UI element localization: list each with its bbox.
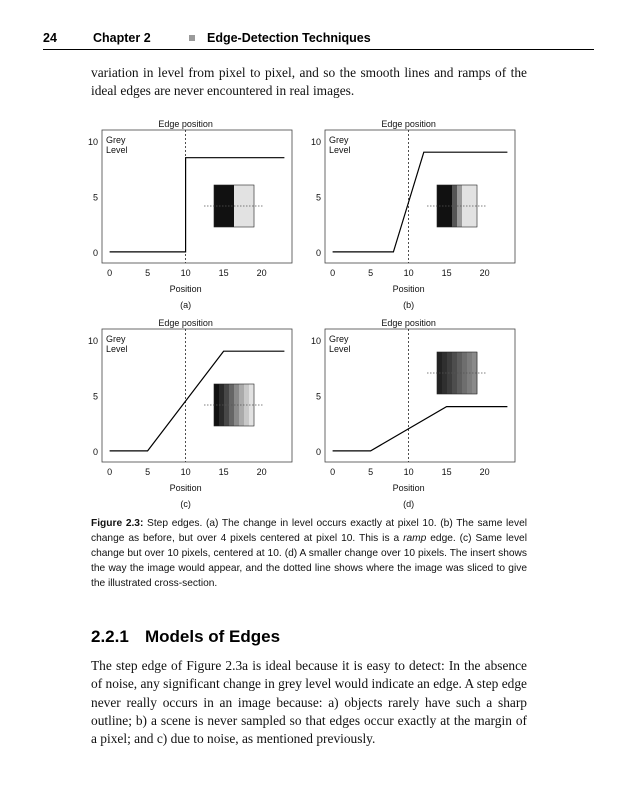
y-tick-label: 10 <box>87 137 98 148</box>
x-tick-label: 10 <box>180 467 191 477</box>
x-tick-label: 20 <box>479 467 490 477</box>
chart-panel-c <box>88 318 292 509</box>
edge-position-annotation: Edge position <box>381 318 436 328</box>
x-axis-label: Position <box>169 284 202 294</box>
y-axis-label: Grey <box>329 334 349 344</box>
chapter-label: Chapter 2 <box>93 31 151 45</box>
plot-frame <box>325 130 515 263</box>
grey-level-line <box>110 351 285 451</box>
x-tick-label: 15 <box>441 268 452 278</box>
caption-emphasis: ramp <box>403 533 427 544</box>
grey-level-line <box>333 407 508 451</box>
y-tick-label: 10 <box>310 336 321 347</box>
section-number: 2.2.1 <box>91 627 129 646</box>
y-tick-label: 5 <box>92 192 98 203</box>
x-tick-label: 15 <box>218 467 229 477</box>
x-tick-label: 0 <box>330 268 336 278</box>
bottom-paragraph: The step edge of Figure 2.3a is ideal because it is easy to detect: In the absence of noise, any significant change in grey level would indicate an edge. A step edge never really occurs in an image because: a) objects rarely have such a sharp outline; b) a scene is never sampled so that edges occur exactly at the margin of a pixel; and c) due to noise, as mentioned previously. <box>91 658 527 747</box>
x-tick-label: 5 <box>145 467 151 477</box>
plot-frame <box>102 329 292 462</box>
panel-label: (b) <box>403 300 415 310</box>
y-axis-label: Level <box>329 344 351 354</box>
y-tick-label: 10 <box>87 336 98 347</box>
caption-text-1: Step edges. (a) The change in level occurs exactly at pixel 10. (b) The same level change as before, but over 4 pixels centered at pixel 10. This is a <box>91 518 527 544</box>
y-tick-label: 10 <box>310 137 321 148</box>
figure-2-3 <box>80 115 540 515</box>
y-tick-label: 0 <box>315 446 321 457</box>
chart-panel-b <box>311 119 515 310</box>
x-tick-label: 20 <box>479 268 490 278</box>
caption-text-2: edge. (c) Same level change but over 10 pixels, centered at 10. (d) A smaller change over 10 pixels. The insert shows the way the image would appear, and the dotted line shows where the image was sliced to give the illustrated cross-section. <box>91 533 527 589</box>
y-tick-label: 5 <box>315 391 321 402</box>
plot-frame <box>102 130 292 263</box>
grey-level-line <box>333 152 508 252</box>
x-tick-label: 5 <box>368 467 374 477</box>
x-tick-label: 20 <box>256 268 267 278</box>
panel-label: (d) <box>403 499 415 509</box>
y-axis-label: Level <box>106 344 128 354</box>
x-tick-label: 15 <box>441 467 452 477</box>
grey-level-line <box>110 158 285 252</box>
y-axis-label: Level <box>329 145 351 155</box>
x-tick-label: 10 <box>180 268 191 278</box>
chart-panel-a <box>88 119 292 310</box>
edge-position-annotation: Edge position <box>158 318 213 328</box>
top-paragraph: variation in level from pixel to pixel, and so the smooth lines and ramps of the ideal edges are never encountered in real images. <box>91 65 527 99</box>
square-separator-icon <box>189 35 195 41</box>
x-tick-label: 10 <box>403 268 414 278</box>
y-tick-label: 5 <box>92 391 98 402</box>
y-axis-label: Grey <box>329 135 349 145</box>
page-number: 24 <box>43 31 57 45</box>
figure-svg <box>80 115 540 515</box>
y-tick-label: 5 <box>315 192 321 203</box>
y-axis-label: Level <box>106 145 128 155</box>
x-tick-label: 0 <box>107 467 113 477</box>
x-tick-label: 20 <box>256 467 267 477</box>
x-tick-label: 5 <box>145 268 151 278</box>
panel-label: (a) <box>180 300 192 310</box>
section-title: Models of Edges <box>145 627 281 646</box>
y-tick-label: 0 <box>92 247 98 258</box>
running-head <box>43 29 594 50</box>
y-tick-label: 0 <box>92 446 98 457</box>
panel-label: (c) <box>180 499 191 509</box>
x-axis-label: Position <box>392 483 425 493</box>
caption-label: Figure 2.3: <box>91 518 144 529</box>
edge-position-annotation: Edge position <box>158 119 213 129</box>
chart-panel-d <box>311 318 515 509</box>
plot-frame <box>325 329 515 462</box>
figure-caption <box>91 516 527 591</box>
x-tick-label: 0 <box>107 268 113 278</box>
x-axis-label: Position <box>392 284 425 294</box>
x-tick-label: 5 <box>368 268 374 278</box>
y-tick-label: 0 <box>315 247 321 258</box>
y-axis-label: Grey <box>106 135 126 145</box>
x-tick-label: 0 <box>330 467 336 477</box>
x-axis-label: Position <box>169 483 202 493</box>
edge-position-annotation: Edge position <box>381 119 436 129</box>
x-tick-label: 10 <box>403 467 414 477</box>
y-axis-label: Grey <box>106 334 126 344</box>
x-tick-label: 15 <box>218 268 229 278</box>
section-heading <box>91 627 280 647</box>
running-head-title: Edge-Detection Techniques <box>207 31 371 45</box>
